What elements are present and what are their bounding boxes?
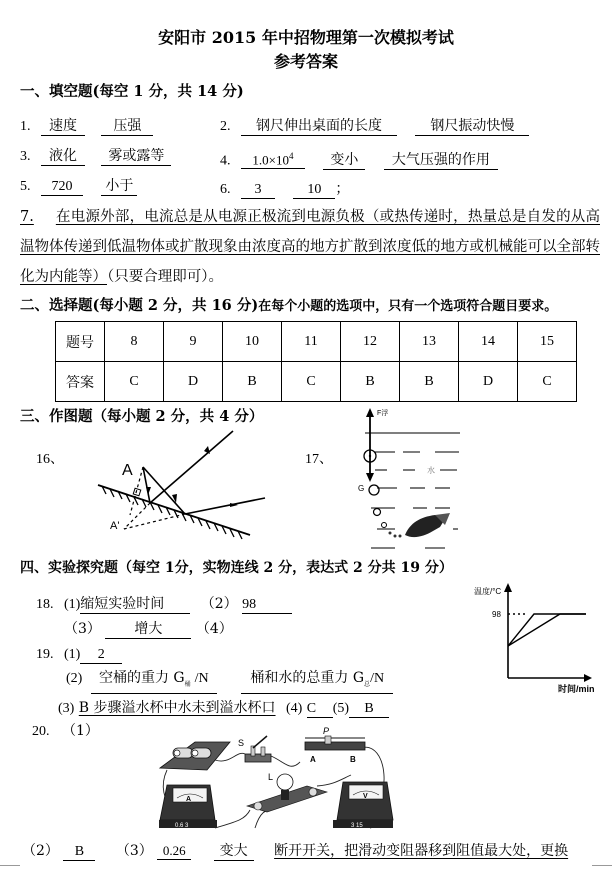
q18-part-3: （3） [64,621,101,637]
q19-part-3: (3) [58,701,75,716]
q19-number: 19. [36,647,54,662]
q20-answer-4: 断开开关，把滑动变阻器移到阻值最大处，更换 [274,843,569,859]
table-cell: C [518,362,577,402]
q3-number: 3. [20,149,31,164]
section-3-heading: 三、作图题（每小题 2 分，共 4 分） [20,408,264,425]
document-title: 安阳市 2015 年中招物理第一次模拟考试 [158,28,454,47]
q19-row-3 [58,697,389,718]
q19-answer-3: B 步骤溢水杯中水未到溢水杯口 [78,700,276,716]
battery-box-icon [160,742,230,770]
q19-answer-2a-text: 空桶的重力 G [98,670,185,686]
q4-row [220,148,498,170]
ammeter-terminals: 0.6 3 [175,823,189,829]
q7-paragraph [20,202,600,292]
q20-row-2 [22,840,568,861]
q1-number: 1. [20,119,31,134]
water-label: 水 [427,466,435,475]
point-a-prime-label: A' [110,520,120,532]
section-4-heading: 四、实验探究题（每空 1分，实物连线 2 分，表达式 2 分共 19 分） [20,560,453,576]
light-rays [143,431,265,514]
bubble-medium [369,485,379,495]
lamp-icon [247,774,327,812]
rheostat-end-a-label: A [310,755,316,764]
q19-part-2: (2) [66,671,83,686]
q3-row [20,148,171,166]
table-cell: 9 [164,322,223,362]
q5-answer-a: 720 [41,178,83,196]
table-cell: 13 [400,322,459,362]
q19-answer-2b-subscript: 总 [364,680,371,688]
q19-answer-2b [241,670,393,694]
q19-answer-1: 2 [80,646,122,664]
q19-answer-2a-subscript: 桶 [184,680,191,688]
q19-part-1: (1) [63,647,81,662]
q18-answer-3: 增大 [105,621,191,639]
q16-number: 16、 [36,452,64,467]
series-steep-line [508,614,586,646]
page-corner-mark-left [0,865,20,866]
voltmeter-icon [333,782,393,828]
table-cell: 14 [459,322,518,362]
q4-answer-a-base: 1.0×10 [252,152,289,168]
q20-part-3: （3） [115,843,153,859]
q18-part-4: （4） [195,621,233,637]
section-1-heading: 一、填空题(每空 1 分，共 14 分) [20,83,244,100]
gravity-arrow-icon [366,473,374,482]
ray-arrowheads [146,446,238,507]
row-label-answer: 答案 [56,362,105,402]
table-cell: B [223,362,282,402]
page-corner-mark-right [592,865,612,866]
q1-answer-a: 速度 [41,118,85,136]
q19-answer-4: C [307,700,333,718]
q6-number: 6. [220,182,231,197]
q16-reflection-diagram [80,425,280,545]
q5-answer-b: 小于 [101,178,137,196]
q4-answer-a [241,148,305,169]
bubble-small [374,509,381,516]
right-angle-mark [133,488,141,496]
q20-answer-3: 0.26 [157,842,191,860]
y-axis-label: 温度/°C [474,587,502,596]
rheostat-end-b-label: B [350,755,356,764]
table-cell: C [282,362,341,402]
rheostat-icon [305,736,365,750]
temperature-time-chart [460,578,612,696]
q2-number: 2. [220,119,231,134]
q5-number: 5. [20,179,31,194]
q7-note: （只要合理即可）。 [107,269,223,285]
q4-number: 4. [220,153,231,169]
q2-answer-b: 钢尺振动快慢 [415,118,529,136]
q7-number: 7. [20,209,34,225]
q18-answer-2: 98 [242,596,292,614]
q19-row-2 [66,670,393,694]
switch-icon [245,736,271,762]
x-axis-label: 时间/min [558,684,595,694]
table-cell: 12 [341,322,400,362]
q19-answer-2a [91,670,217,694]
table-cell: 11 [282,322,341,362]
q1-answer-b: 压强 [101,118,153,136]
ammeter-label: A [186,796,192,803]
ammeter-icon [159,785,217,828]
q2-answer-a: 钢尺伸出桌面的长度 [241,118,397,136]
table-cell: 15 [518,322,577,362]
slider-label: P [323,726,330,736]
q6-row [220,178,349,199]
q17-number: 17、 [305,452,333,467]
section-2-heading [20,294,557,315]
choice-answer-table [55,321,577,402]
q19-answer-2a-unit: /N [194,671,209,686]
q6-answer-a: 3 [241,181,275,199]
q3-answer-b: 雾或露等 [101,148,171,166]
table-cell: 8 [105,322,164,362]
q6-answer-b: 10 [293,181,335,199]
q18-row-2 [64,618,233,639]
voltmeter-label: V [363,793,368,800]
q4-answer-c: 大气压强的作用 [384,152,498,170]
q20-part-2: （2） [22,843,59,859]
q5-row [20,178,137,196]
table-cell: B [400,362,459,402]
y-tick-label: 98 [492,610,501,619]
series-gentle-line [508,614,586,646]
q18-number: 18. [36,597,54,612]
buoyancy-label: F浮 [377,410,389,417]
q20-answer-3b: 变大 [214,843,254,861]
table-cell: 10 [223,322,282,362]
q6-tail: ； [335,181,350,197]
q18-part-2: （2） [200,596,238,612]
q19-answer-2b-unit: /N [370,671,385,686]
table-cell: B [341,362,400,402]
q20-circuit-diagram [155,726,415,832]
point-a-label: A [122,462,133,479]
voltmeter-terminals: 3 15 [351,823,363,829]
q4-answer-a-exponent: 4 [289,151,294,161]
document-subtitle: 参考答案 [273,52,338,71]
section-2-note: 在每个小题的选项中，只有一个选项符合题目要求。 [258,299,558,314]
q2-row [220,118,529,136]
q18-row-1 [36,593,292,614]
q19-row-1 [36,646,122,664]
bubble-tiny [382,523,387,528]
table-cell: C [105,362,164,402]
row-label-number: 题号 [56,322,105,362]
table-cell: D [164,362,223,402]
table-cell: D [459,362,518,402]
x-axis-arrow-icon [584,674,592,682]
lamp-label: L [268,772,274,782]
gravity-label: G [358,484,365,493]
q7-answer-text: 在电源外部，电流总是从电源正极流到电源负极（或热传递时，热量总是自发的从高温物体传递到低温物体或扩散现象由浓度高的地方扩散到浓度低的地方或机械能可以全部转化为内能等） [20,209,600,285]
y-axis-arrow-icon [504,583,512,592]
q4-answer-b: 变小 [323,152,365,170]
table-row-answers [56,362,577,402]
q1-row [20,118,153,136]
q19-part-5: (5) [332,701,350,716]
switch-label: S [238,738,245,748]
q18-answer-1: 缩短实验时间 [80,596,190,614]
q19-part-4: (4) [285,701,303,716]
q17-buoyancy-diagram [355,405,465,550]
q19-answer-2b-text: 桶和水的总重力 G [250,670,365,686]
q3-answer-a: 液化 [41,148,85,166]
q20-number: 20. [32,724,50,739]
q18-part-1: (1) [63,597,81,612]
q20-answer-2: B [63,843,95,861]
table-row-numbers [56,322,577,362]
q20-part-1: （1） [61,723,99,739]
q19-answer-5: B [349,700,389,718]
buoyancy-arrow-icon [366,408,374,417]
section-2-title: 二、选择题(每小题 2 分，共 16 分) [20,297,259,314]
q20-row-1 [32,720,99,740]
